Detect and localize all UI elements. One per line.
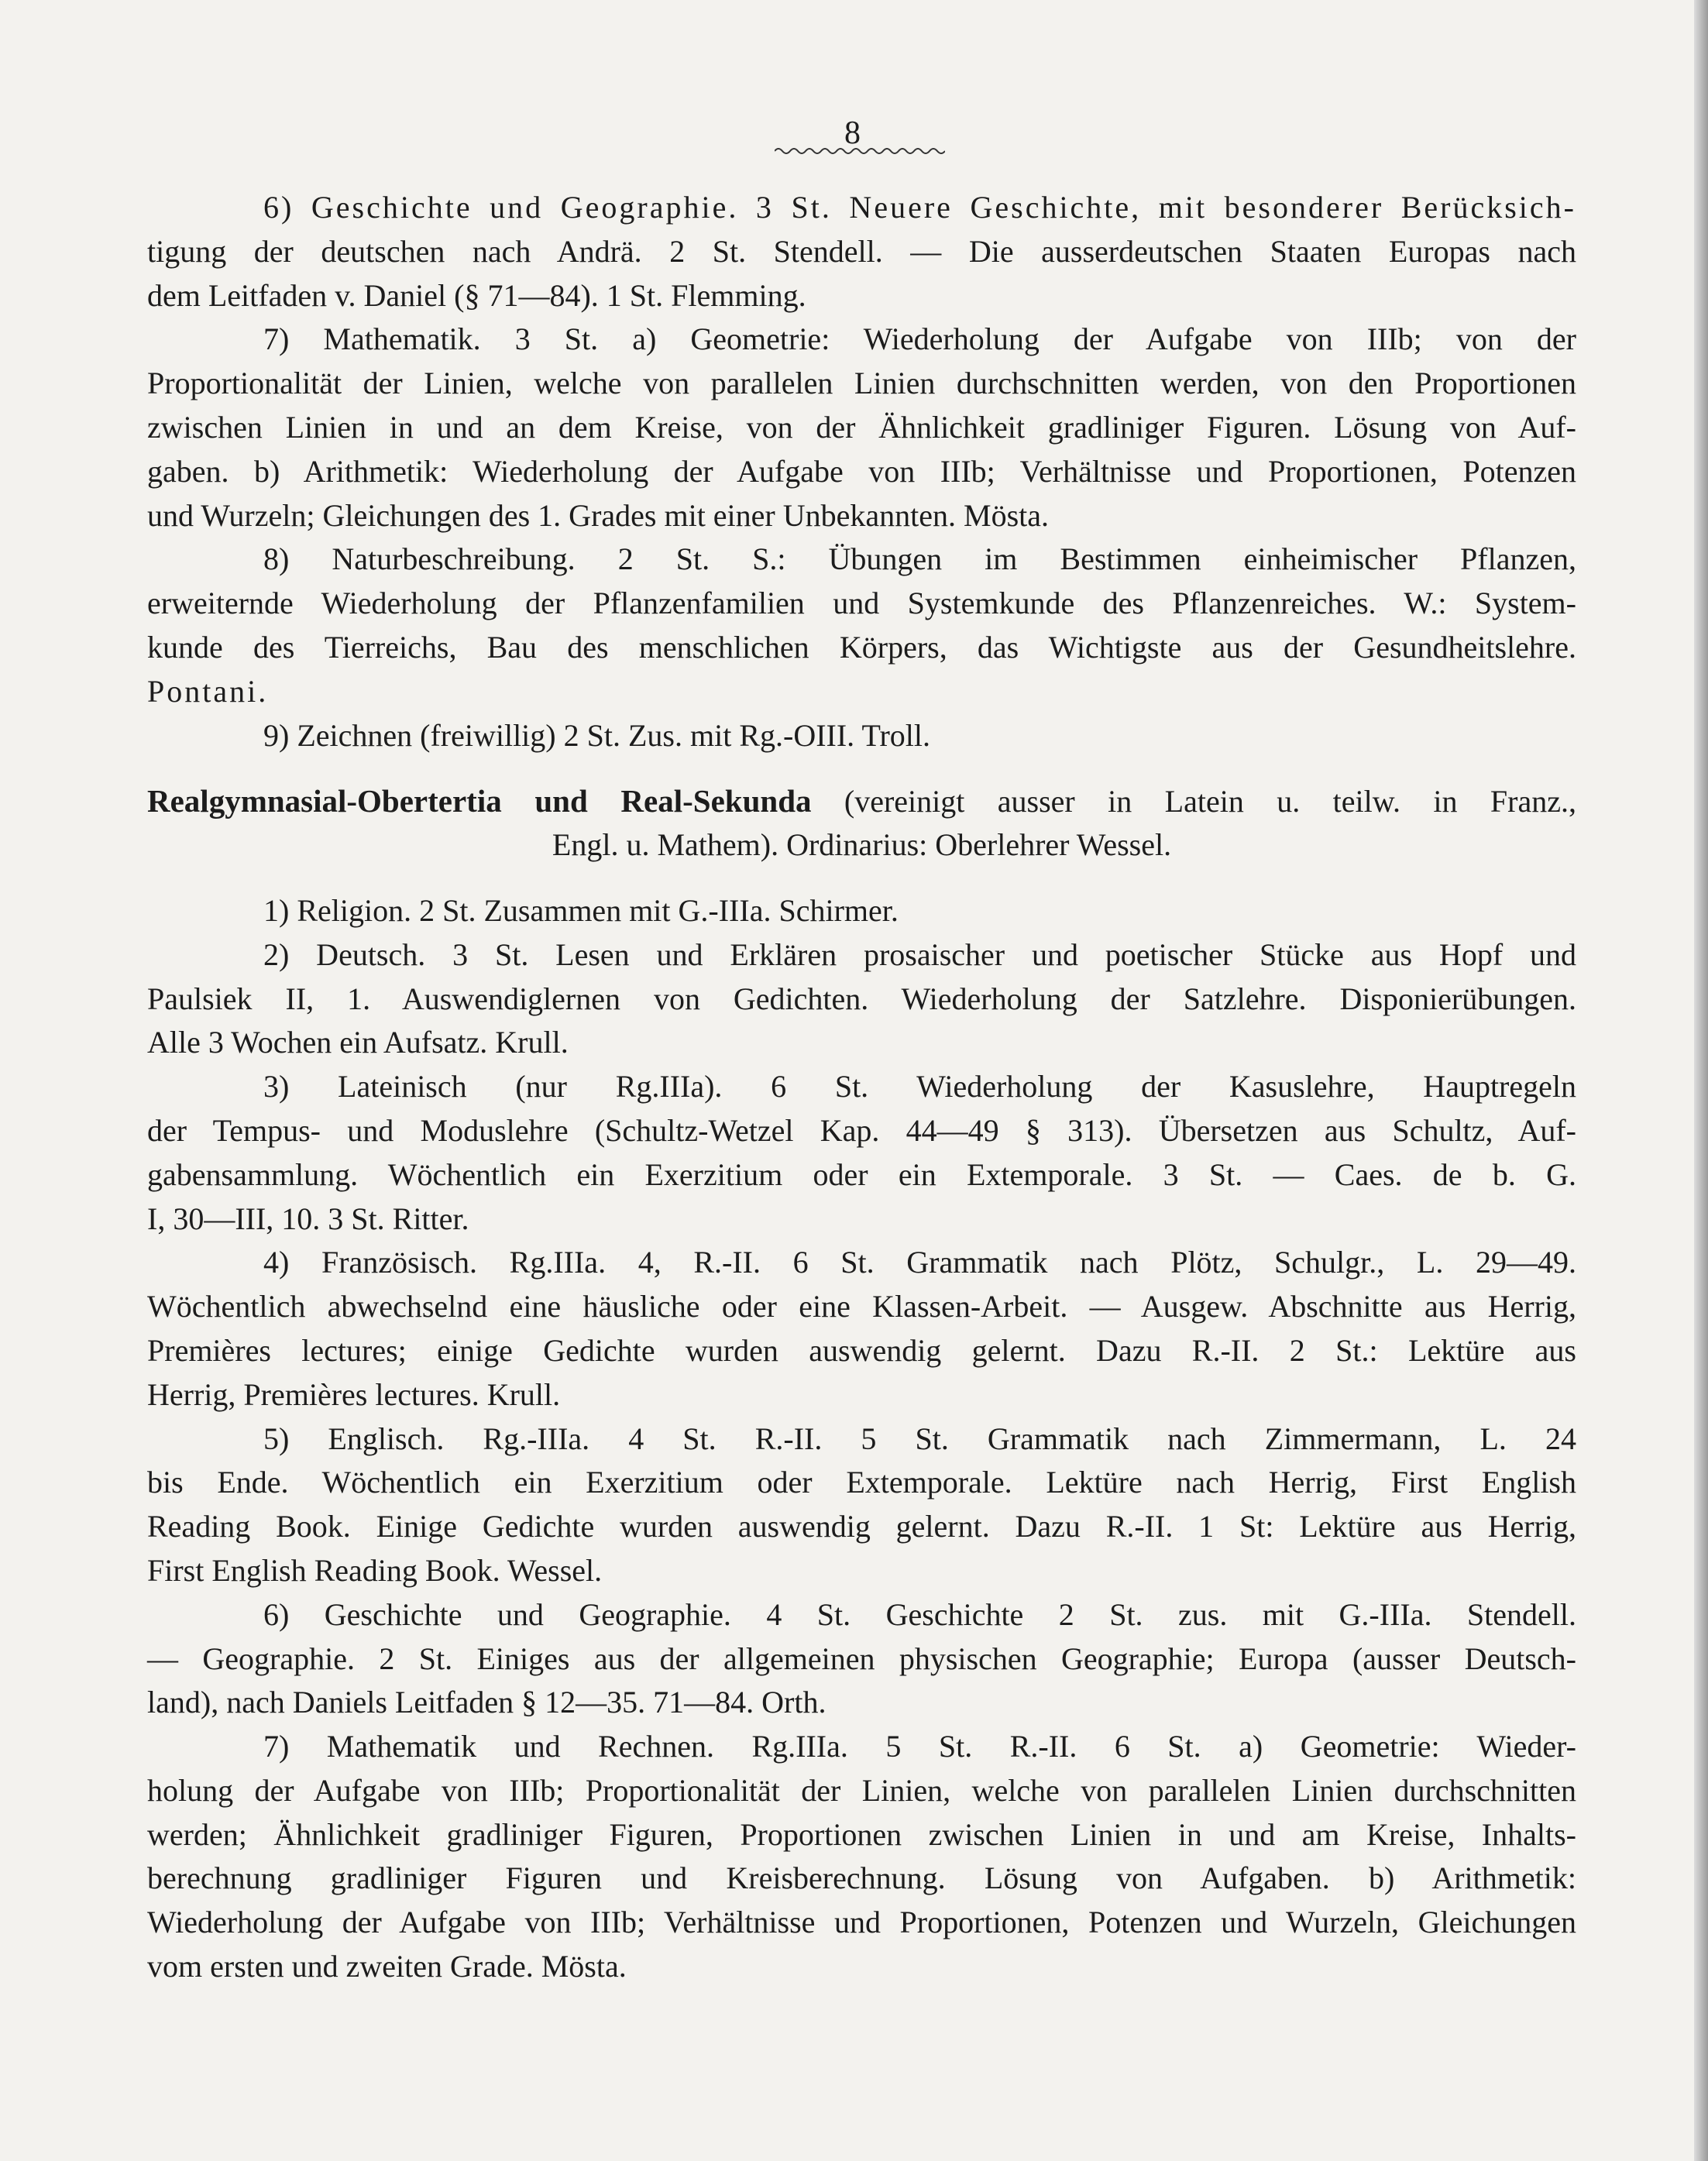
section-heading [147, 779, 1576, 823]
text-line: Paulsiek II, 1. Auswendiglernen von Gedichten. Wiederholung der Satzlehre. Disponierübungen. [147, 981, 1576, 1016]
text-line: 7) Mathematik und Rechnen. Rg.IIIa. 5 St. R.-II. 6 St. a) Geometrie: Wieder- [263, 1729, 1576, 1764]
text-line: gabensammlung. Wöchentlich ein Exerzitium oder ein Extemporale. 3 St. — Caes. de b. G. [147, 1156, 1576, 1192]
text-line: Wiederholung der Aufgabe von IIIb; Verhältnisse und Proportionen, Potenzen und Wurzeln, Gleichungen [147, 1905, 1576, 1940]
text-line: 2) Deutsch. 3 St. Lesen und Erklären prosaischer und poetischer Stücke aus Hopf und [263, 936, 1576, 972]
text-line: berechnung gradliniger Figuren und Kreisberechnung. Lösung von Aufgaben. b) Arithmetik: [147, 1860, 1576, 1896]
text-line: Wöchentlich abwechselnd eine häusliche oder eine Klassen-Arbeit. — Ausgew. Abschnitte aus Herrig, [147, 1289, 1576, 1324]
text-line: erweiternde Wiederholung der Pflanzenfamilien und Systemkunde des Pflanzenreiches. W.: System- [147, 586, 1576, 621]
section-heading-title: Realgymnasial-Obertertia und Real-Sekunda [147, 783, 812, 819]
text-line: Herrig, Premières lectures. Krull. [147, 1376, 561, 1412]
text-line: vom ersten und zweiten Grade. Mösta. [147, 1949, 627, 1984]
section-heading-line-2: Engl. u. Mathem). Ordinarius: Oberlehrer Wessel. [552, 827, 1172, 863]
text-line: — Geographie. 2 St. Einiges aus der allgemeinen physischen Geographie; Europa (ausser Deutsch- [147, 1641, 1576, 1676]
text-line: kunde des Tierreichs, Bau des menschlichen Körpers, das Wichtigste aus der Gesundheitslehre. [147, 629, 1576, 665]
page-edge-shadow [1694, 0, 1708, 2161]
text-line: First English Reading Book. Wessel. [147, 1552, 603, 1588]
text-line: 5) Englisch. Rg.-IIIa. 4 St. R.-II. 5 St. Grammatik nach Zimmermann, L. 24 [263, 1421, 1576, 1456]
text-line: werden; Ähnlichkeit gradliniger Figuren, Proportionen zwischen Linien in und am Kreise, Inhalts- [147, 1816, 1576, 1852]
text-line: I, 30—III, 10. 3 St. Ritter. [147, 1201, 469, 1236]
text-line: 6) Geschichte und Geographie. 3 St. Neuere Geschichte, mit besonderer Berücksich- [263, 190, 1576, 225]
text-line: holung der Aufgabe von IIIb; Proportionalität der Linien, welche von parallelen Linien durchschnitten [147, 1772, 1576, 1808]
text-line: 4) Französisch. Rg.IIIa. 4, R.-II. 6 St. Grammatik nach Plötz, Schulgr., L. 29—49. [263, 1245, 1576, 1280]
text-line: bis Ende. Wöchentlich ein Exerzitium oder Extemporale. Lektüre nach Herrig, First English [147, 1465, 1576, 1500]
text-line: 8) Naturbeschreibung. 2 St. S.: Übungen im Bestimmen einheimischer Pflanzen, [263, 541, 1576, 577]
page-number-ornament [775, 146, 945, 156]
text-line: 9) Zeichnen (freiwillig) 2 St. Zus. mit Rg.-OIII. Troll. [263, 717, 931, 753]
section-heading-note: (vereinigt ausser in Latein u. teilw. in Franz., [811, 784, 1576, 819]
text-line: gaben. b) Arithmetik: Wiederholung der Aufgabe von IIIb; Verhältnisse und Proportionen, Potenzen [147, 453, 1576, 489]
text-line: land), nach Daniels Leitfaden § 12—35. 71—84. Orth. [147, 1685, 827, 1720]
text-line: Premières lectures; einige Gedichte wurden auswendig gelernt. Dazu R.-II. 2 St.: Lektüre aus [147, 1332, 1576, 1368]
page-body [147, 186, 1576, 1989]
page-number: 8 [844, 115, 861, 151]
text-line: tigung der deutschen nach Andrä. 2 St. Stendell. — Die ausserdeutschen Staaten Europas nach [147, 233, 1576, 269]
text-line: 6) Geschichte und Geographie. 4 St. Geschichte 2 St. zus. mit G.-IIIa. Stendell. [263, 1596, 1576, 1632]
text-line: 3) Lateinisch (nur Rg.IIIa). 6 St. Wiederholung der Kasuslehre, Hauptregeln [263, 1069, 1576, 1105]
text-line: Reading Book. Einige Gedichte wurden auswendig gelernt. Dazu R.-II. 1 St: Lektüre aus Herrig, [147, 1509, 1576, 1544]
text-line: 7) Mathematik. 3 St. a) Geometrie: Wiederholung der Aufgabe von IIIb; von der [263, 321, 1576, 357]
text-line: dem Leitfaden v. Daniel (§ 71—84). 1 St. Flemming. [147, 277, 806, 313]
text-line: Alle 3 Wochen ein Aufsatz. Krull. [147, 1025, 569, 1060]
text-line: Proportionalität der Linien, welche von parallelen Linien durchschnitten werden, von den Proportionen [147, 366, 1576, 401]
text-line: der Tempus- und Moduslehre (Schultz-Wetzel Kap. 44—49 § 313). Übersetzen aus Schultz, Auf- [147, 1112, 1576, 1148]
text-line: 1) Religion. 2 St. Zusammen mit G.-IIIa. Schirmer. [263, 892, 899, 928]
text-line: und Wurzeln; Gleichungen des 1. Grades mit einer Unbekannten. Mösta. [147, 497, 1050, 533]
text-line: zwischen Linien in und an dem Kreise, von der Ähnlichkeit gradliniger Figuren. Lösung von Auf- [147, 409, 1576, 445]
text-line: Pontani. [147, 673, 269, 709]
